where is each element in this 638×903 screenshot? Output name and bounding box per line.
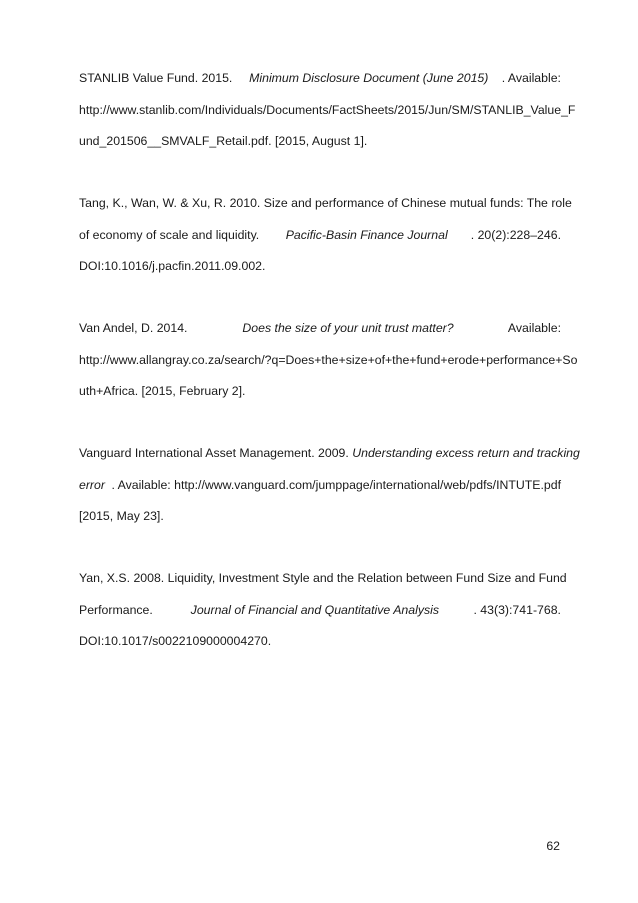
reference-title: Minimum Disclosure Document (June 2015) xyxy=(249,71,489,85)
page-number: 62 xyxy=(546,839,560,853)
reference-line xyxy=(79,320,561,336)
reference-text: . 43(3):741-768. xyxy=(473,603,561,617)
reference-line xyxy=(79,258,561,274)
reference-journal: Pacific-Basin Finance Journal xyxy=(285,228,448,242)
reference-url: http://www.stanlib.com/Individuals/Documents/FactSheets/2015/Jun/SM/STANLIB_Value_F xyxy=(79,103,576,117)
reference-text: [2015, May 23]. xyxy=(79,509,164,523)
reference-line xyxy=(79,633,561,649)
reference-text: uth+Africa. [2015, February 2]. xyxy=(79,384,246,398)
reference-doi: DOI:10.1016/j.pacfin.2011.09.002. xyxy=(79,259,266,273)
reference-text: . 20(2):228–246. xyxy=(470,228,561,242)
reference-line xyxy=(79,195,572,211)
reference-line xyxy=(79,102,576,118)
reference-line xyxy=(79,133,561,149)
reference-url: . Available: http://www.vanguard.com/jumppage/international/web/pdfs/INTUTE.pdf xyxy=(111,478,561,492)
reference-line xyxy=(79,508,561,524)
reference-url: http://www.allangray.co.za/search/?q=Does+the+size+of+the+fund+erode+performance+So xyxy=(79,353,578,367)
reference-doi: DOI:10.1017/s0022109000004270. xyxy=(79,634,272,648)
reference-text: Vanguard International Asset Management. 2009. xyxy=(79,446,353,460)
reference-text: Van Andel, D. 2014. xyxy=(79,321,191,335)
reference-text: of economy of scale and liquidity. xyxy=(79,228,263,242)
reference-line xyxy=(79,477,561,493)
reference-line xyxy=(79,602,561,618)
reference-text: Performance. xyxy=(79,603,157,617)
reference-text: Tang, K., Wan, W. & Xu, R. 2010. Size and performance of Chinese mutual funds: The role xyxy=(79,196,572,210)
reference-line xyxy=(79,70,561,86)
reference-line xyxy=(79,383,561,399)
reference-title: error xyxy=(79,478,105,492)
reference-line xyxy=(79,352,578,368)
reference-line xyxy=(79,570,567,586)
reference-title: Does the size of your unit trust matter? xyxy=(242,321,454,335)
reference-text: STANLIB Value Fund. 2015. xyxy=(79,71,236,85)
reference-journal: Journal of Financial and Quantitative Analysis xyxy=(190,603,440,617)
reference-text: und_201506__SMVALF_Retail.pdf. [2015, August 1]. xyxy=(79,134,368,148)
reference-title: Understanding excess return and tracking xyxy=(352,446,580,460)
reference-text: Yan, X.S. 2008. Liquidity, Investment Style and the Relation between Fund Size and Fund xyxy=(79,571,567,585)
reference-text: Available: xyxy=(505,321,561,335)
reference-text: . Available: xyxy=(501,71,561,85)
reference-line xyxy=(79,445,580,461)
reference-line xyxy=(79,227,561,243)
